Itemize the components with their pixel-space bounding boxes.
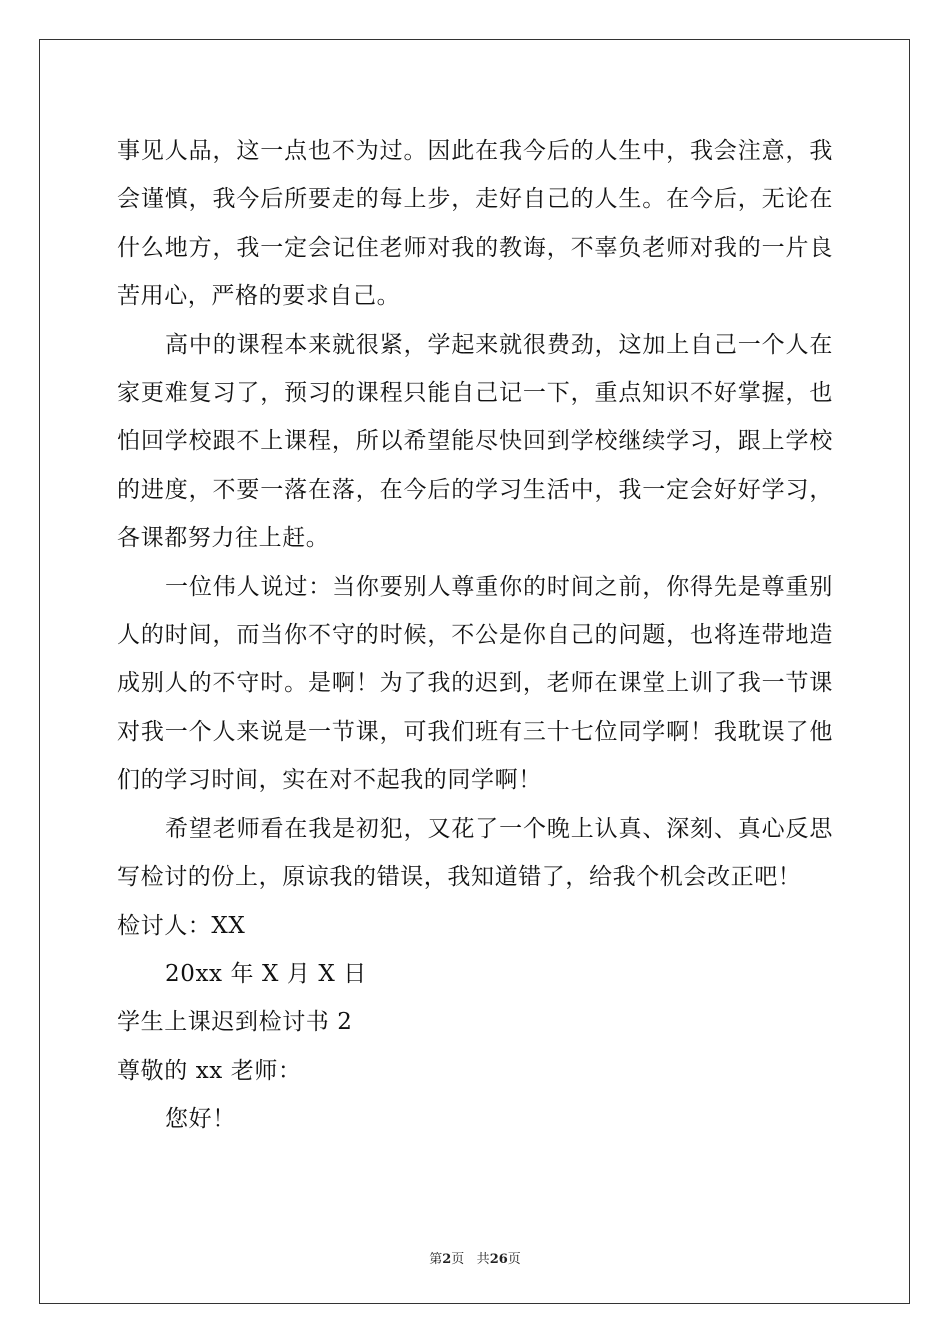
letter-title: 学生上课迟到检讨书 2 [117,1009,353,1036]
paragraph-4: 希望老师看在我是初犯，又花了一个晚上认真、深刻、真心反思写检讨的份上，原谅我的错误，我知道错了，给我个机会改正吧！ [117,815,833,891]
footer-page-unit: 页 [451,1252,465,1267]
signature-author: 检讨人：XX [117,912,246,939]
document-body [117,127,833,1144]
page-footer [0,1248,950,1267]
footer-total-unit: 页 [507,1252,521,1267]
footer-page-number: 2 [442,1252,452,1267]
paragraph-2: 高中的课程本来就很紧，学起来就很费劲，这加上自己一个人在家更难复习了，预习的课程只能自己记一下，重点知识不好掌握，也怕回学校跟不上课程，所以希望能尽快回到学校继续学习，跟上学校的进度，不要一落在落，在今后的学习生活中，我一定会好好学习，各课都努力往上赶。 [117,331,833,552]
footer-total-prefix: 共 [476,1252,490,1267]
paragraph-3: 一位伟人说过：当你要别人尊重你的时间之前，你得先是尊重别人的时间，而当你不守的时候，不公是你自己的问题，也将连带地造成别人的不守时。是啊！为了我的迟到，老师在课堂上训了我一节课对我一个人来说是一节课，可我们班有三十七位同学啊！我耽误了他们的学习时间，实在对不起我的同学啊！ [117,573,833,794]
signature-date: 20xx 年 X 月 X 日 [165,960,367,987]
footer-total-pages: 26 [489,1252,508,1267]
footer-prefix: 第 [429,1252,443,1267]
letter-salutation: 尊敬的 xx 老师： [117,1057,302,1084]
paragraph-1: 事见人品，这一点也不为过。因此在我今后的人生中，我会注意，我会谨慎，我今后所要走的每上步，走好自己的人生。在今后，无论在什么地方，我一定会记住老师对我的教诲，不辜负老师对我的一片良苦用心，严格的要求自己。 [117,138,833,310]
letter-greeting: 您好！ [165,1106,236,1133]
